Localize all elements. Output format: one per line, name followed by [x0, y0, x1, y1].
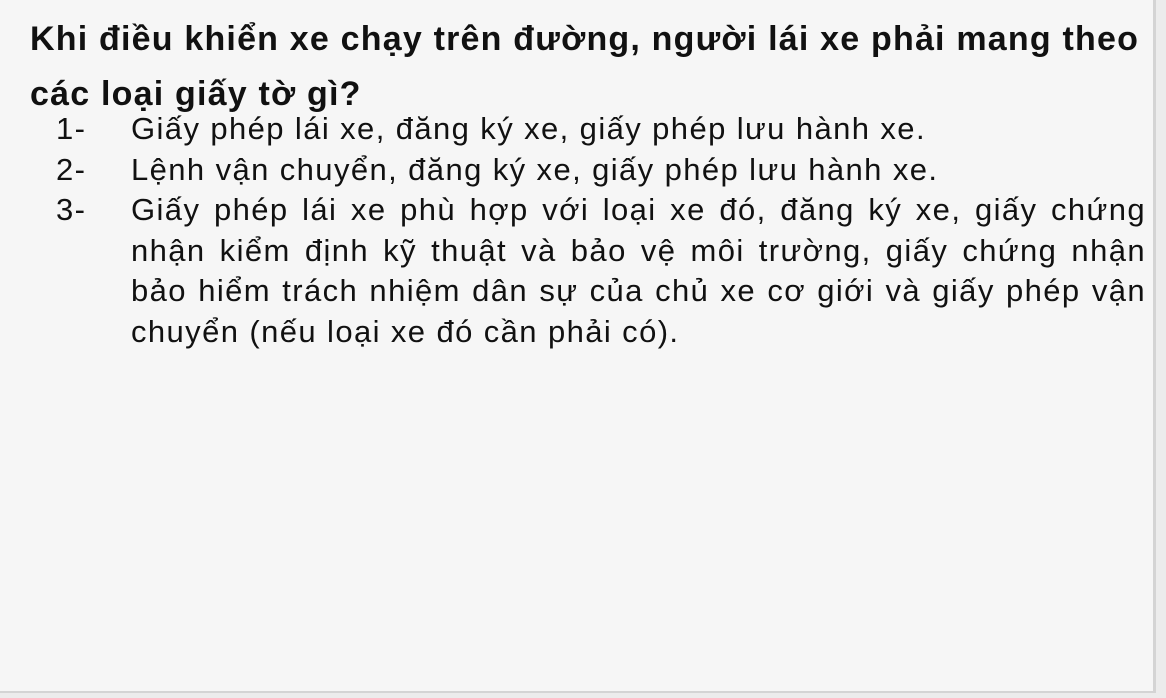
- answer-list: [56, 109, 1146, 352]
- answer-number: 1-: [56, 111, 87, 146]
- answer-number: 3-: [56, 192, 87, 227]
- answer-number: 2-: [56, 151, 87, 187]
- answer-option-3[interactable]: [56, 190, 1146, 352]
- answer-text: Giấy phép lái xe, đăng ký xe, giấy phép lưu hành xe.: [131, 111, 926, 146]
- answer-option-2[interactable]: [56, 150, 1146, 191]
- answer-text: Lệnh vận chuyển, đăng ký xe, giấy phép lưu hành xe.: [131, 151, 939, 187]
- question-text: Khi điều khiển xe chạy trên đường, người lái xe phải mang theo các loại giấy tờ gì?: [30, 20, 1140, 113]
- answer-option-1[interactable]: [56, 109, 1146, 150]
- answer-text: Giấy phép lái xe phù hợp với loại xe đó, đăng ký xe, giấy chứng nhận kiểm định kỹ thuật và bảo vệ môi trường, giấy chứng nhận bảo hiểm trách nhiệm dân sự của chủ xe cơ giới và giấy phép vận chuyển (nếu loại xe đó cần phải có).: [131, 192, 1146, 349]
